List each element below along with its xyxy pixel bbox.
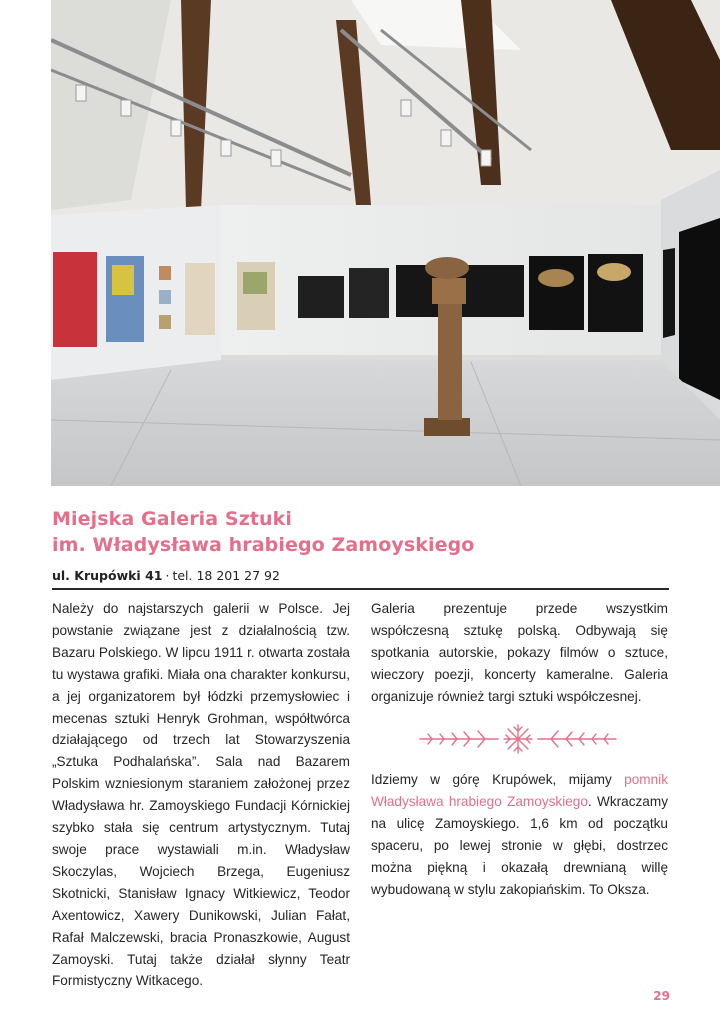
walk-text-after: . Wkraczamy na ulicę Zamoyskiego. 1,6 km od początku spaceru, po lewej stronie w głębi, dostrzec można piękną i okazałą drewnianą willę wybudowaną w stylu zakopiańskim. To Oksza. xyxy=(371,793,668,897)
walk-paragraph xyxy=(371,769,668,900)
monument-link[interactable]: pomnik Władysława hrabiego Zamoyskiego xyxy=(371,772,668,809)
page-number: 29 xyxy=(653,989,670,1003)
folk-snowflake-ornament-icon xyxy=(418,724,618,754)
phone-number: tel. 18 201 27 92 xyxy=(172,568,280,583)
street-address: ul. Krupówki 41 xyxy=(52,568,163,583)
title-line-2: im. Władysława hrabiego Zamoyskiego xyxy=(52,534,475,556)
right-column xyxy=(371,598,668,708)
history-paragraph: Należy do najstarszych galerii w Polsce. Jej powstanie związane jest z działalnością tzw. Bazaru Polskiego. W lipcu 1911 r. otwarta została tu wystawa grafiki. Miała ona charakter konkursu, a jej organizatorem był łódzki przemysłowiec i mecenas sztuki Henryk Grohman, współtwórca działającego od trzech lat Stowarzyszenia „Sztuka Podhalańska”. Sala nad Bazarem Polskim wzniesionym staraniem założonej przez Władysława hr. Zamoyskiego Fundacji Kórnickiej szybko stała się centrum artystycznym. Tutaj swoje prace wystawiali m.in. Władysław Skoczylas, Wojciech Brzega, Eugeniusz Skotnicki, Stanisław Ignacy Witkiewicz, Teodor Axentowicz, Xawery Dunikowski, Julian Fałat, Rafał Malczewski, bracia Pronaszkowie, August Zamoyski. Tutaj także działał słynny Teatr Formistyczny Witkacego. xyxy=(52,601,350,989)
title-line-1: Miejska Galeria Sztuki xyxy=(52,508,293,530)
divider-rule xyxy=(52,588,669,590)
left-column xyxy=(52,598,350,992)
program-paragraph: Galeria prezentuje przede wszystkim współczesną sztukę polską. Odbywają się spotkania autorskie, pokazy filmów o sztuce, wieczory poezji, koncerty kameralne. Galeria organizuje również targi sztuki współczesnej. xyxy=(371,601,668,704)
address-line xyxy=(52,567,672,585)
separator: · xyxy=(165,568,170,583)
page-title xyxy=(52,506,672,558)
walk-text-before: Idziemy w górę Krupówek, mijamy xyxy=(371,772,625,787)
gallery-interior-photo xyxy=(51,0,720,486)
walk-column xyxy=(371,769,668,900)
